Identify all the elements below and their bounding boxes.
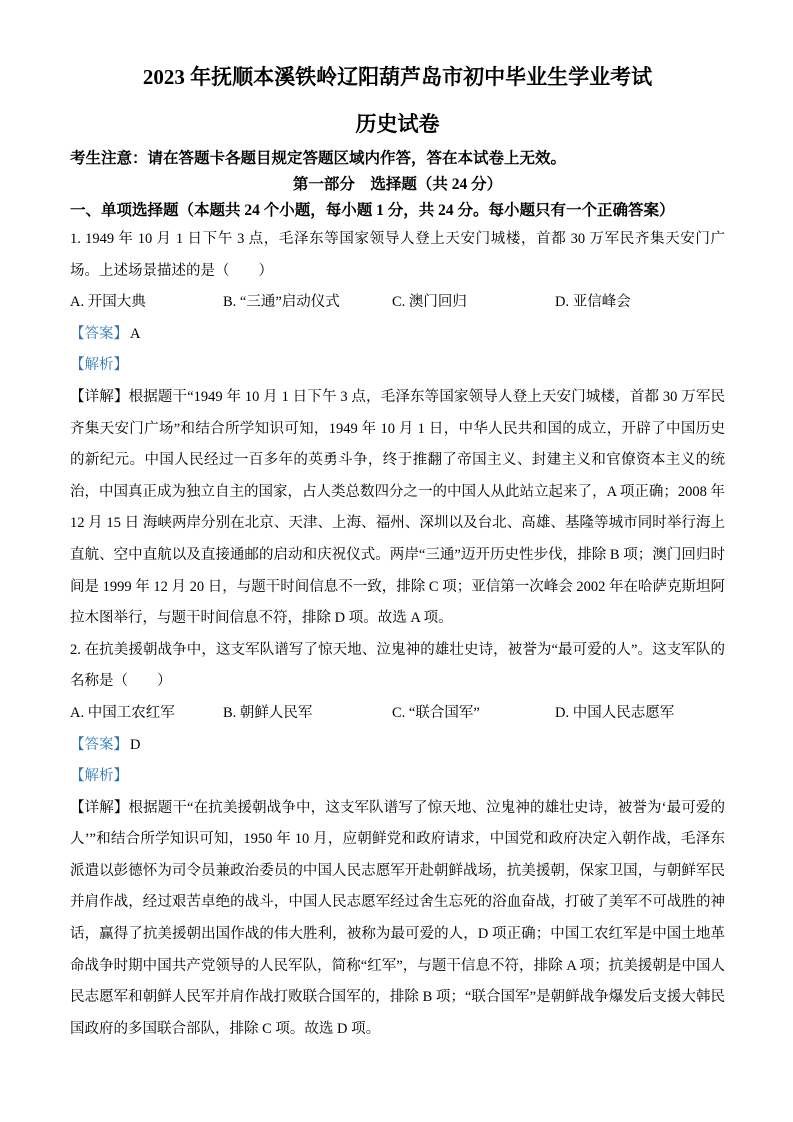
question-2-option-a: A. 中国工农红军 — [70, 704, 175, 721]
question-2-option-d: D. 中国人民志愿军 — [555, 704, 675, 721]
question-1-option-a: A. 开国大典 — [70, 294, 146, 311]
candidate-notice: 考生注意：请在答题卡各题目规定答题区域内作答，答在本试卷上无效。 — [70, 150, 567, 167]
page-title: 2023 年抚顺本溪铁岭辽阳葫芦岛市初中毕业生学业考试 — [142, 65, 653, 89]
part-heading: 一、单项选择题（本题共 24 个小题，每小题 1 分，共 24 分。每小题只有一个正确答案） — [70, 202, 675, 219]
question-1-options — [70, 287, 725, 319]
question-1-stem: 1. 1949 年 10 月 1 日下午 3 点，毛泽东等国家领导人登上天安门城楼，首都 30 万军民齐集天安门广场。上述场景描述的是（ ） — [70, 231, 725, 279]
question-2-detail — [70, 793, 725, 1046]
question-1 — [70, 224, 725, 635]
question-2-answer-line — [70, 730, 725, 762]
question-2-detail-text: 根据题干“在抗美援朝战争中，这支军队谱写了惊天地、泣鬼神的雄壮史诗，被誉为‘最可爱的人’”和结合所学知识可知，1950 年 10 月，应朝鲜党和政府请求，中国党和政府决定入朝作战，毛泽东派遣以彭德怀为司令员兼政治委员的中国人民志愿军开赴朝鲜战场，抗美援朝，保家卫国，与朝鲜军民并肩作战，经过艰苦卓绝的战斗，中国人民志愿军经过舍生忘死的浴血奋战，打破了美军不可战胜的神话，赢得了抗美援朝出国作战的伟大胜利，被称为最可爱的人，D 项正确；中国工农红军是中国土地革命战争时期中国共产党领导的人民军队，简称“红军”，与题干信息不符，排除 A 项；抗美援朝是中国人民志愿军和朝鲜人民军并肩作战打败联合国军的，排除 B 项；“联合国军”是朝鲜战争爆发后支援大韩民国政府的多国联合部队，排除 C 项。故选 D 项。 — [70, 799, 726, 1037]
section-heading: 第一部分 选择题（共 24 分） — [292, 176, 503, 193]
question-2-answer-value: D — [130, 736, 141, 753]
answer-label: 【答案】 — [70, 325, 128, 342]
question-1-option-d: D. 亚信峰会 — [555, 294, 631, 311]
answer-label: 【答案】 — [70, 736, 128, 753]
question-1-detail-text: 根据题干“1949 年 10 月 1 日下午 3 点，毛泽东等国家领导人登上天安门城楼，首都 30 万军民齐集天安门广场”和结合所学知识可知，1949 年 10 月 1 日，中华人民共和国的成立，开辟了中国历史的新纪元。中国人民经过一百多年的英勇斗争，终于推翻了帝国主义、封建主义和官僚资本主义的统治，中国真正成为独立自主的国家，占人类总数四分之一的中国人从此站立起来了，A 项正确；2008 年 12 月 15 日 海峡两岸分别在北京、天津、上海、福州、深圳以及台北、高雄、基隆等城市同时举行海上直航、空中直航以及直接通邮的启动和庆祝仪式。两岸“三通”迈开历史性步伐，排除 B 项；澳门回归时间是 1999 年 12 月 20 日，与题干时间信息不一致，排除 C 项；亚信第一次峰会 2002 年在哈萨克斯坦阿拉木图举行，与题干时间信息不符，排除 D 项。故选 A 项。 — [70, 388, 726, 627]
analysis-label: 【解析】 — [70, 357, 128, 374]
question-2-stem: 2. 在抗美援朝战争中，这支军队谱写了惊天地、泣鬼神的雄壮史诗，被誉为“最可爱的人”。这支军队的名称是（ ） — [70, 641, 725, 690]
question-1-answer-line — [70, 319, 725, 351]
question-2-option-c: C. “联合国军” — [392, 704, 480, 721]
analysis-label: 【解析】 — [70, 768, 128, 785]
question-1-answer-value: A — [130, 325, 141, 342]
question-2-options — [70, 698, 725, 730]
page-subtitle: 历史试卷 — [355, 112, 440, 136]
question-1-analysis-line — [70, 350, 725, 382]
question-2-analysis-line — [70, 761, 725, 793]
detail-label: 【详解】 — [70, 388, 129, 405]
question-1-option-c: C. 澳门回归 — [392, 294, 467, 311]
question-1-detail — [70, 382, 725, 635]
question-2 — [70, 635, 725, 1046]
question-2-option-b: B. 朝鲜人民军 — [223, 704, 313, 721]
detail-label: 【详解】 — [70, 799, 129, 816]
question-1-option-b: B. “三通”启动仪式 — [223, 294, 340, 311]
